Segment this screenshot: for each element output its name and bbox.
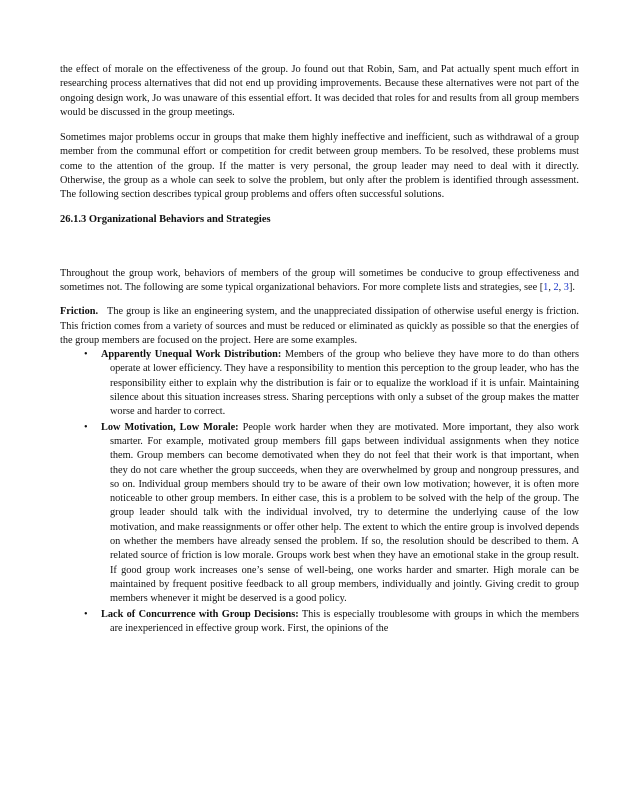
- list-item-title: Low Motivation, Low Morale:: [101, 421, 239, 433]
- citation-link-3[interactable]: 3: [563, 281, 569, 293]
- paragraph-major-problems: Sometimes major problems occur in groups that make them highly ineffective and inefficient, such as withdrawal of a group member from the communal effort or competition for credit between group members. To be resolved, these problems must come to the attention of the group. If the matter is very personal, the group leader may need to deal with it directly. Otherwise, the group as a whole can seek to solve the problem, but only after the problem is identified through assessment. The following section describes typical group problems and offers often successful solutions.: [60, 132, 579, 201]
- list-item: [60, 421, 579, 607]
- friction-text: The group is like an engineering system, and the unappreciated dissipation of otherwise useful energy is friction. This friction comes from a variety of sources and must be reduced or eliminated as quickly as possible so that the energies of the group members are focused on the project. Here are some examples.: [60, 306, 579, 346]
- paragraph-group-behaviors-text: Throughout the group work, behaviors of members of the group will sometimes be conducive to group effectiveness and sometimes not. The following are some typical organizational behaviors. For more complete lists and strategies, see [: [60, 267, 579, 293]
- friction-label: Friction.: [60, 306, 99, 318]
- list-item: [60, 608, 579, 637]
- paragraph-friction: [60, 305, 579, 348]
- list-item-text: People work harder when they are motivated. More important, they also work smarter. For example, motivated group members fill gaps between individual assignments when they notice them. Group members can become demotivated when they do not feel that their work is that important, when they do not care whether the group succeeds, when they are overwhelmed by group and nongroup pressures, and so on. Individual group members should try to be aware of their own low motivation; however, it is often more noticeable to other group members. In either case, this is a problem to be solved with the help of the group. The group leader should talk with the individual involved, try to determine the underlying cause of the low motivation, and make reassignments or offer other help. The extent to which the entire group is involved depends on whether the members have already sensed the problem. If so, the resolution should be described to them. A related source of friction is low morale. Groups work best when they have an emotional stake in the group result. If good group work increases one’s sense of well-being, one works harder and smarter. High morale can be maintained by frequent positive feedback to all group members, individually and jointly. Giving credit to group members whenever it might be deserved is a good policy.: [110, 421, 579, 605]
- paragraph-morale-effect: the effect of morale on the effectiveness of the group. Jo found out that Robin, Sam, and Pat actually spent much effort in researching process alternatives that did not end up providing improvements. Because these alternatives were not part of the ongoing design work, Jo was unaware of this essential effort. It was decided that roles for and results from all group members would be discussed in the group meetings.: [60, 64, 579, 118]
- citation-link-2[interactable]: 2: [553, 281, 559, 293]
- bullet-icon: •: [84, 349, 88, 361]
- section-heading: 26.1.3 Organizational Behaviors and Strategies: [60, 213, 271, 225]
- citation-link-1[interactable]: 1: [543, 281, 549, 293]
- bullet-icon: •: [84, 608, 88, 620]
- document-page: [60, 63, 579, 637]
- list-item-title: Apparently Unequal Work Distribution:: [101, 349, 282, 361]
- list-item: [60, 348, 579, 419]
- list-item-title: Lack of Concurrence with Group Decisions:: [101, 608, 299, 620]
- bullet-icon: •: [84, 421, 88, 433]
- friction-examples-list: [60, 348, 579, 636]
- list-item-text: Members of the group who believe they have more to do than others operate at lower efficiency. They have a responsibility to mention this perception to the group leader, who has the responsibility either to explain why the distribution is fair or to equalize the workload if it is unfair. Maintaining silence about this situation increases stress. Sharing perceptions with only a subset of the group makes the matter worse and harder to correct.: [110, 349, 579, 418]
- list-item-text: This is especially troublesome with groups in which the members are inexperienced in effective group work. First, the opinions of the: [110, 608, 580, 634]
- paragraph-group-behaviors: Throughout the group work, behaviors of members of the group will sometimes be conducive to group effectiveness and sometimes not. The following are some typical organizational behaviors. For more complete lists and strategies, see [1, 2, 3].: [60, 267, 579, 293]
